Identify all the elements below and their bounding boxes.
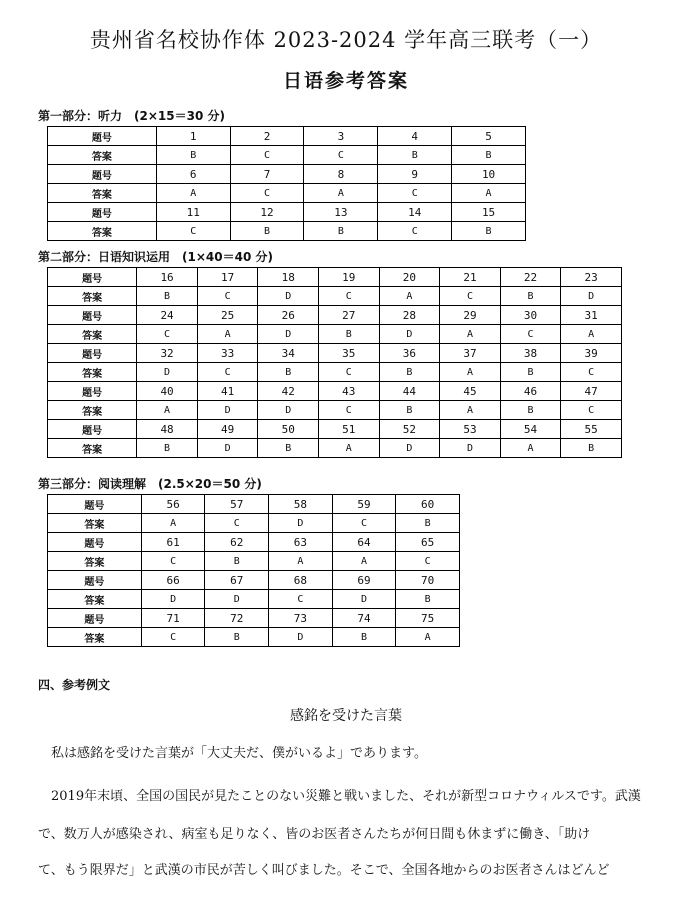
question-number: 32 <box>137 344 198 363</box>
question-number: 67 <box>205 571 269 590</box>
question-number: 66 <box>141 571 205 590</box>
question-number: 75 <box>396 609 460 628</box>
answer-cell: A <box>141 514 205 533</box>
question-number: 62 <box>205 533 269 552</box>
question-number: 46 <box>500 382 561 401</box>
answer-cell: B <box>396 514 460 533</box>
answer-cell: B <box>137 287 198 306</box>
answer-cell: D <box>379 325 440 344</box>
question-row <box>48 165 526 184</box>
answer-cell: D <box>269 514 333 533</box>
question-number: 55 <box>561 420 622 439</box>
question-label: 题号 <box>48 495 142 514</box>
question-number: 15 <box>452 203 526 222</box>
answer-cell: B <box>137 439 198 458</box>
answer-cell: B <box>258 363 319 382</box>
answer-cell: B <box>452 146 526 165</box>
answer-cell: C <box>269 590 333 609</box>
answer-row <box>48 325 622 344</box>
question-number: 25 <box>197 306 258 325</box>
answer-cell: D <box>205 590 269 609</box>
question-number: 47 <box>561 382 622 401</box>
question-number: 2 <box>230 127 304 146</box>
answer-cell: C <box>561 401 622 420</box>
answer-label: 答案 <box>48 146 157 165</box>
answer-cell: A <box>440 325 501 344</box>
question-number: 28 <box>379 306 440 325</box>
question-number: 41 <box>197 382 258 401</box>
question-number: 53 <box>440 420 501 439</box>
answer-cell: A <box>440 363 501 382</box>
answer-row <box>48 514 460 533</box>
answer-cell: D <box>258 287 319 306</box>
answer-cell: C <box>319 363 380 382</box>
essay-title: 感銘を受けた言葉 <box>290 708 402 724</box>
answer-cell: D <box>258 325 319 344</box>
question-row <box>48 344 622 363</box>
answer-cell: C <box>230 146 304 165</box>
question-number: 34 <box>258 344 319 363</box>
question-number: 9 <box>378 165 452 184</box>
answer-label: 答案 <box>48 552 142 571</box>
part1-heading: 第一部分：听力 (2×15＝30 分) <box>38 109 225 123</box>
question-number: 68 <box>269 571 333 590</box>
answer-cell: B <box>258 439 319 458</box>
question-label: 题号 <box>48 571 142 590</box>
question-number: 24 <box>137 306 198 325</box>
question-number: 20 <box>379 268 440 287</box>
answer-row <box>48 184 526 203</box>
answer-cell: C <box>378 184 452 203</box>
question-number: 38 <box>500 344 561 363</box>
answer-cell: D <box>137 363 198 382</box>
question-number: 56 <box>141 495 205 514</box>
answer-cell: B <box>379 363 440 382</box>
answer-cell: D <box>332 590 396 609</box>
answer-label: 答案 <box>48 439 137 458</box>
question-number: 64 <box>332 533 396 552</box>
question-label: 题号 <box>48 306 137 325</box>
answer-cell: C <box>197 363 258 382</box>
answer-cell: C <box>141 628 205 647</box>
answer-label: 答案 <box>48 184 157 203</box>
answer-cell: D <box>197 401 258 420</box>
answer-cell: B <box>561 439 622 458</box>
answer-row <box>48 363 622 382</box>
answer-cell: D <box>561 287 622 306</box>
answer-cell: A <box>440 401 501 420</box>
essay-paragraph: て、もう限界だ」と武漢の市民が苦しく叫びました。そこで、全国各地からのお医者さんはどんど <box>38 863 610 878</box>
question-label: 题号 <box>48 344 137 363</box>
answer-row <box>48 590 460 609</box>
answer-cell: B <box>500 363 561 382</box>
question-row <box>48 609 460 628</box>
part1-answer-table <box>47 126 526 241</box>
answer-cell: B <box>378 146 452 165</box>
question-number: 5 <box>452 127 526 146</box>
question-number: 51 <box>319 420 380 439</box>
question-number: 26 <box>258 306 319 325</box>
answer-cell: D <box>440 439 501 458</box>
question-number: 71 <box>141 609 205 628</box>
answer-label: 答案 <box>48 363 137 382</box>
answer-cell: A <box>137 401 198 420</box>
question-number: 59 <box>332 495 396 514</box>
question-label: 题号 <box>48 127 157 146</box>
answer-cell: B <box>379 401 440 420</box>
question-number: 69 <box>332 571 396 590</box>
answer-cell: C <box>319 401 380 420</box>
question-number: 45 <box>440 382 501 401</box>
question-number: 30 <box>500 306 561 325</box>
question-number: 1 <box>156 127 230 146</box>
answer-cell: C <box>561 363 622 382</box>
question-number: 63 <box>269 533 333 552</box>
question-number: 4 <box>378 127 452 146</box>
question-number: 50 <box>258 420 319 439</box>
answer-cell: D <box>197 439 258 458</box>
answer-label: 答案 <box>48 222 157 241</box>
question-row <box>48 571 460 590</box>
answer-cell: A <box>304 184 378 203</box>
question-number: 18 <box>258 268 319 287</box>
question-number: 74 <box>332 609 396 628</box>
answer-cell: B <box>230 222 304 241</box>
question-number: 36 <box>379 344 440 363</box>
question-row <box>48 420 622 439</box>
answer-cell: B <box>332 628 396 647</box>
answer-cell: B <box>319 325 380 344</box>
answer-cell: C <box>205 514 269 533</box>
answer-cell: B <box>304 222 378 241</box>
question-number: 60 <box>396 495 460 514</box>
question-number: 7 <box>230 165 304 184</box>
question-number: 57 <box>205 495 269 514</box>
question-number: 65 <box>396 533 460 552</box>
part2-heading: 第二部分：日语知识运用 (1×40＝40 分) <box>38 250 273 264</box>
question-number: 61 <box>141 533 205 552</box>
answer-cell: C <box>500 325 561 344</box>
answer-cell: B <box>500 287 561 306</box>
answer-cell: C <box>197 287 258 306</box>
answer-cell: C <box>156 222 230 241</box>
part3-heading: 第三部分：阅读理解 (2.5×20＝50 分) <box>38 477 262 491</box>
question-row <box>48 306 622 325</box>
answer-label: 答案 <box>48 514 142 533</box>
question-number: 10 <box>452 165 526 184</box>
part4-heading: 四、参考例文 <box>38 678 111 692</box>
answer-label: 答案 <box>48 590 142 609</box>
answer-cell: A <box>561 325 622 344</box>
answer-cell: B <box>205 552 269 571</box>
question-number: 6 <box>156 165 230 184</box>
answer-cell: A <box>500 439 561 458</box>
question-number: 73 <box>269 609 333 628</box>
answer-cell: C <box>396 552 460 571</box>
question-number: 58 <box>269 495 333 514</box>
question-row <box>48 382 622 401</box>
question-number: 16 <box>137 268 198 287</box>
answer-cell: B <box>396 590 460 609</box>
question-number: 42 <box>258 382 319 401</box>
question-number: 13 <box>304 203 378 222</box>
question-number: 40 <box>137 382 198 401</box>
answer-cell: A <box>319 439 380 458</box>
question-number: 17 <box>197 268 258 287</box>
answer-row <box>48 222 526 241</box>
answer-key-title: 日语参考答案 <box>282 70 409 92</box>
answer-label: 答案 <box>48 628 142 647</box>
answer-cell: A <box>452 184 526 203</box>
question-number: 44 <box>379 382 440 401</box>
part2-answer-table <box>47 267 622 458</box>
question-number: 12 <box>230 203 304 222</box>
answer-cell: C <box>230 184 304 203</box>
question-number: 54 <box>500 420 561 439</box>
question-number: 21 <box>440 268 501 287</box>
answer-row <box>48 628 460 647</box>
answer-cell: C <box>141 552 205 571</box>
question-row <box>48 127 526 146</box>
answer-cell: A <box>379 287 440 306</box>
question-label: 题号 <box>48 165 157 184</box>
answer-label: 答案 <box>48 325 137 344</box>
answer-cell: C <box>304 146 378 165</box>
question-number: 31 <box>561 306 622 325</box>
question-number: 29 <box>440 306 501 325</box>
question-number: 72 <box>205 609 269 628</box>
question-number: 49 <box>197 420 258 439</box>
answer-cell: D <box>379 439 440 458</box>
question-row <box>48 268 622 287</box>
question-number: 22 <box>500 268 561 287</box>
question-number: 8 <box>304 165 378 184</box>
question-number: 27 <box>319 306 380 325</box>
question-number: 23 <box>561 268 622 287</box>
answer-cell: C <box>440 287 501 306</box>
answer-cell: C <box>332 514 396 533</box>
part3-answer-table <box>47 494 460 647</box>
question-number: 19 <box>319 268 380 287</box>
answer-label: 答案 <box>48 401 137 420</box>
question-row <box>48 495 460 514</box>
answer-cell: B <box>205 628 269 647</box>
question-label: 题号 <box>48 268 137 287</box>
question-number: 39 <box>561 344 622 363</box>
question-number: 43 <box>319 382 380 401</box>
answer-row <box>48 552 460 571</box>
question-number: 52 <box>379 420 440 439</box>
question-row <box>48 203 526 222</box>
essay-paragraph: 私は感銘を受けた言葉が「大丈夫だ、僕がいるよ」であります。 <box>38 746 427 761</box>
answer-cell: B <box>156 146 230 165</box>
answer-cell: D <box>269 628 333 647</box>
answer-cell: B <box>452 222 526 241</box>
question-number: 35 <box>319 344 380 363</box>
answer-cell: C <box>319 287 380 306</box>
question-number: 14 <box>378 203 452 222</box>
answer-cell: A <box>396 628 460 647</box>
answer-cell: A <box>197 325 258 344</box>
answer-cell: A <box>269 552 333 571</box>
answer-cell: D <box>141 590 205 609</box>
answer-cell: A <box>332 552 396 571</box>
question-label: 题号 <box>48 533 142 552</box>
answer-row <box>48 146 526 165</box>
answer-label: 答案 <box>48 287 137 306</box>
question-number: 33 <box>197 344 258 363</box>
question-label: 题号 <box>48 609 142 628</box>
question-label: 题号 <box>48 382 137 401</box>
question-number: 3 <box>304 127 378 146</box>
essay-paragraph: で、数万人が感染され、病室も足りなく、皆のお医者さんたちが何日間も休まずに働き、「助け <box>38 827 591 842</box>
answer-cell: A <box>156 184 230 203</box>
question-label: 题号 <box>48 203 157 222</box>
answer-row <box>48 287 622 306</box>
answer-cell: C <box>137 325 198 344</box>
question-number: 11 <box>156 203 230 222</box>
question-number: 48 <box>137 420 198 439</box>
answer-cell: D <box>258 401 319 420</box>
essay-paragraph: 2019年末頃、全国の国民が見たことのない災難と戦いました、それが新型コロナウィルスです。武漢 <box>38 789 641 804</box>
exam-title: 贵州省名校协作体 2023-2024 学年高三联考（一） <box>89 28 603 52</box>
answer-row <box>48 439 622 458</box>
question-number: 70 <box>396 571 460 590</box>
answer-cell: C <box>378 222 452 241</box>
answer-row <box>48 401 622 420</box>
answer-cell: B <box>500 401 561 420</box>
question-label: 题号 <box>48 420 137 439</box>
question-number: 37 <box>440 344 501 363</box>
question-row <box>48 533 460 552</box>
